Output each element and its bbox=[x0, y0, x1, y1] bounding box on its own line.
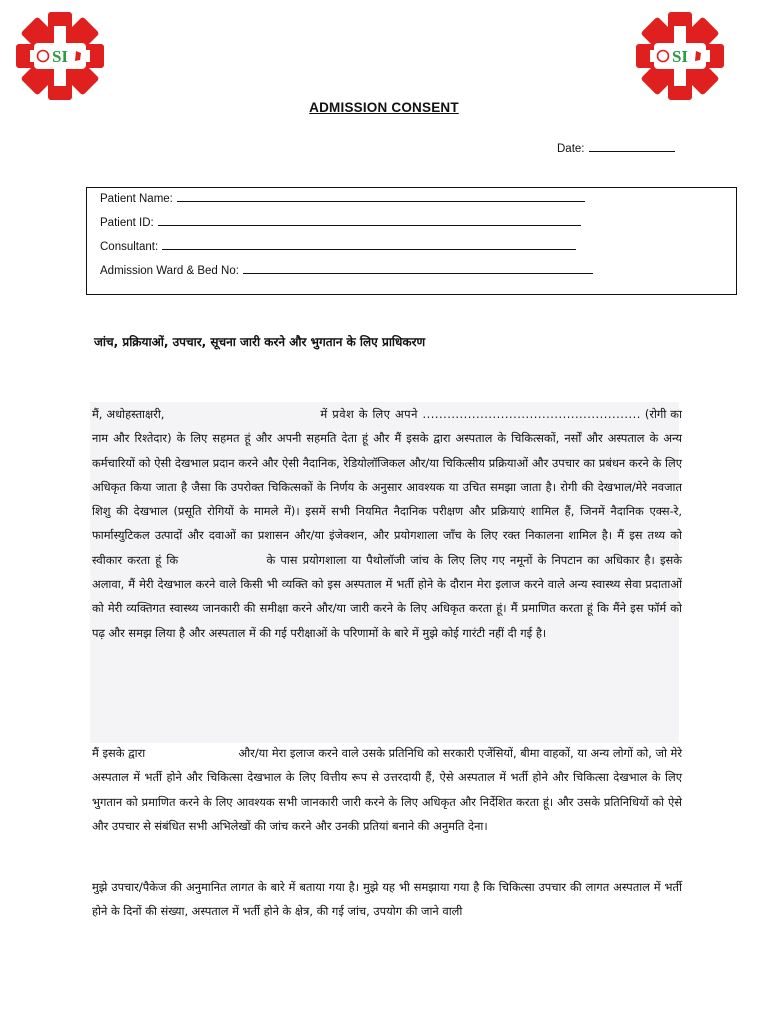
p2-part2: और/या मेरा इलाज करने वाले उसके प्रतिनिधि को सरकारी एजेंसियों, बीमा वाहकों, या अन्य लोगों को, जो मेरे अस्पताल में भर्ती होने और चिकित्सा देखभाल के लिए वित्तीय रूप से उत्तरदायी हैं, ऐसे अस्पताल में भर्ती होने और चिकित्सा देखभाल के लिए भुगतान को प्रमाणित करने के लिए आवश्यक सभी जानकारी जारी करने के लिए अधिकृत और निर्देशित करता हूं। और उसके प्रतिनिधियों को ऐसे और उपचार से संबंधित सभी अभिलेखों की जांच करने और उनकी प्रतियां बनाने की अनुमति देना। bbox=[92, 746, 682, 833]
ward-bed-blank[interactable] bbox=[243, 263, 593, 274]
document-title: ADMISSION CONSENT bbox=[309, 100, 459, 115]
consultant-label: Consultant: bbox=[100, 241, 159, 253]
patient-id-blank[interactable] bbox=[158, 215, 581, 226]
patient-details-box bbox=[86, 187, 737, 295]
date-field[interactable] bbox=[557, 141, 675, 155]
hospital-logo-left bbox=[16, 12, 104, 100]
consent-paragraph-2 bbox=[92, 741, 682, 838]
consultant-blank[interactable] bbox=[162, 239, 576, 250]
date-label: Date: bbox=[557, 143, 585, 155]
patient-name-label: Patient Name: bbox=[100, 193, 173, 205]
section-heading: जांच, प्रक्रियाओं, उपचार, सूचना जारी करने और भुगतान के लिए प्राधिकरण bbox=[94, 335, 426, 349]
hospital-logo-right bbox=[636, 12, 724, 100]
logo-text: SI bbox=[51, 47, 69, 66]
ward-bed-field[interactable] bbox=[100, 263, 593, 277]
patient-id-label: Patient ID: bbox=[100, 217, 154, 229]
consultant-field[interactable] bbox=[100, 239, 576, 253]
consent-paragraph-3: मुझे उपचार/पैकेज की अनुमानित लागत के बारे में बताया गया है। मुझे यह भी समझाया गया है कि चिकित्सा उपचार की लागत अस्पताल में भर्ती होने के दिनों की संख्या, अस्पताल में भर्ती होने के क्षेत्र, की गई जांच, उपयोग की जाने वाली bbox=[92, 880, 682, 919]
patient-id-field[interactable] bbox=[100, 215, 581, 229]
p1-part4: के पास प्रयोगशाला या पैथोलॉजी जांच के लिए लिए गए नमूनों के निपटान का अधिकार है। इसके अलावा, मैं मेरी देखभाल करने वाले किसी भी व्यक्ति को इस अस्पताल में भर्ती होने के दौरान मेरा इलाज करने वाले अन्य स्वास्थ्य सेवा प्रदाताओं को मेरी व्यक्तिगत स्वास्थ्य जानकारी की समीक्षा करने और/या जारी करने के लिए अधिकृत करता हूं। मैं प्रमाणित करता हूं कि मैंने इस फॉर्म को पढ़ और समझ लिया है और अस्पताल में की गई परीक्षाओं के परिणामों के बारे में मुझे कोई गारंटी नहीं दी गई है। bbox=[92, 552, 682, 640]
p2-part1: मैं इसके द्वारा bbox=[92, 746, 146, 760]
p1-part1: मैं, अधोहस्ताक्षरी, bbox=[92, 407, 165, 421]
p1-part2: में प्रवेश के लिए अपने ..................................................... bbox=[320, 407, 641, 421]
ward-bed-label: Admission Ward & Bed No: bbox=[100, 265, 239, 277]
patient-name-blank[interactable] bbox=[177, 191, 585, 202]
date-blank-line[interactable] bbox=[589, 141, 675, 152]
p1-part3: (रोगी का नाम और रिश्तेदार) के लिए सहमत हूं और अपनी सहमति देता हूं और मैं इसके द्वारा अस्पताल के चिकित्सकों, नर्सों और अस्पताल के अन्य कर्मचारियों को ऐसी देखभाल प्रदान करने और ऐसी नैदानिक, रेडियोलॉजिकल और/या चिकित्सीय प्रक्रियाओं और उपचार का प्रबंधन करने के लिए अधिकृत किया जाता है जैसा कि उपरोक्त चिकित्सकों के निर्णय के अनुसार आवश्यक या उचित समझा जाता है। रोगी की देखभाल/मेरे नवजात शिशु की देखभाल (प्रसूति रोगियों के मामले में)। इसमें सभी नियमित नैदानिक परीक्षण और प्रक्रियाएं शामिल हैं, जिनमें नैदानिक एक्स-रे, फार्मास्युटिकल उत्पादों और दवाओं का प्रशासन और/या इंजेक्शन, और प्रयोगशाला जाँच के लिए रक्त निकालना शामिल है। मैं इस तथ्य को स्वीकार करता हूं कि bbox=[92, 407, 682, 567]
patient-name-field[interactable] bbox=[100, 191, 585, 205]
consent-paragraph-1 bbox=[92, 402, 682, 645]
logo-text: SI bbox=[671, 47, 689, 66]
